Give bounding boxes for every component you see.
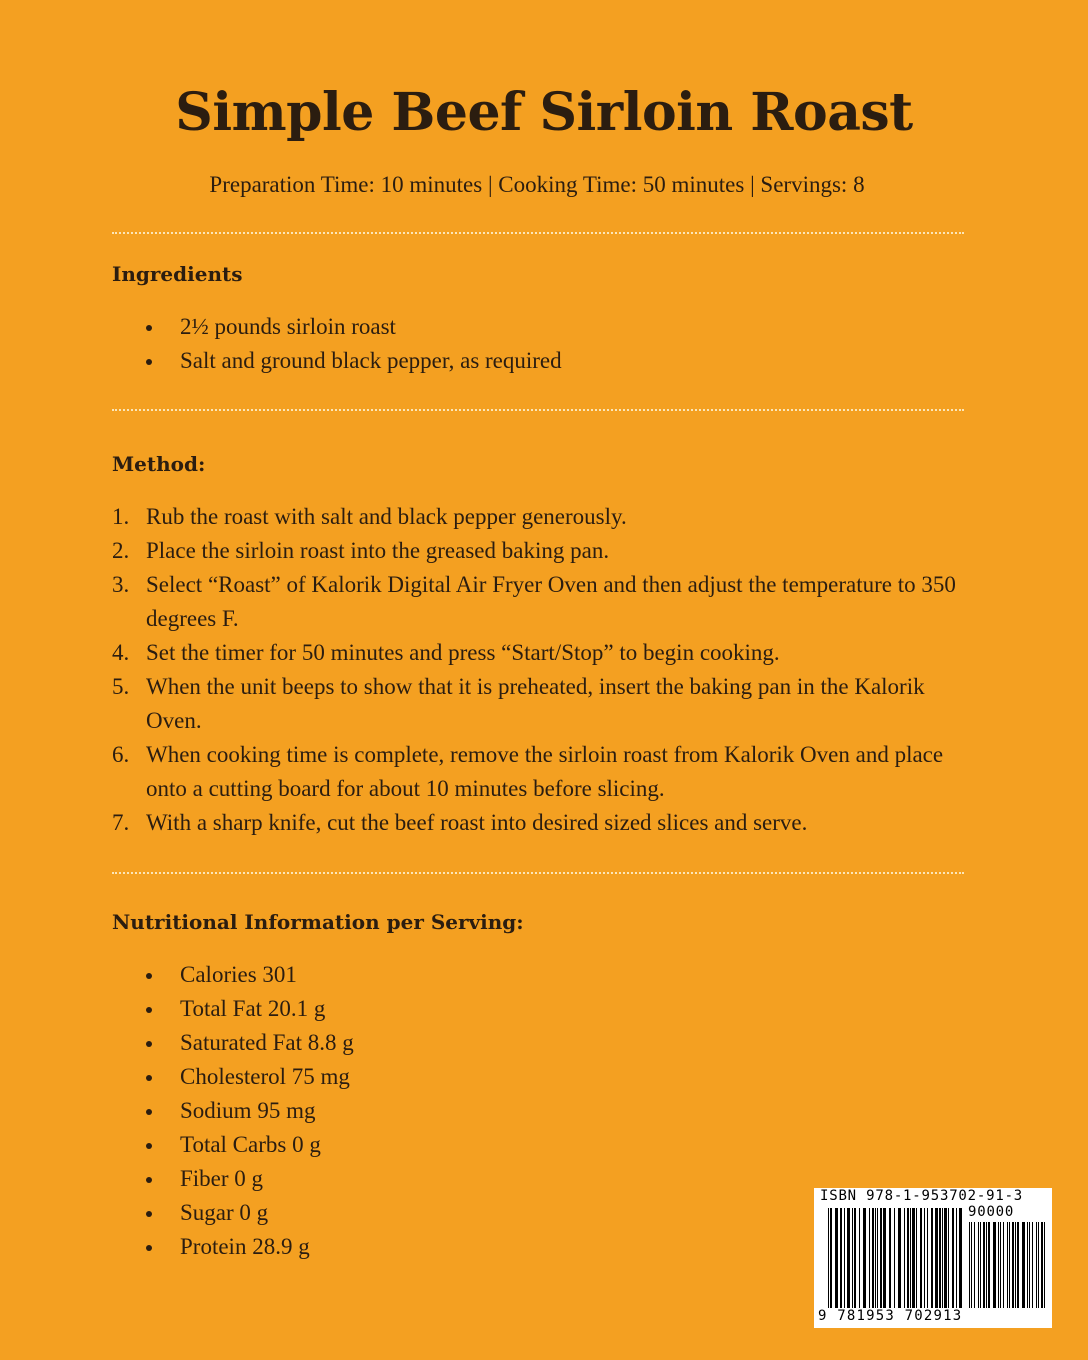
barcode-bar — [1029, 1222, 1030, 1308]
step-number: 4. — [112, 640, 130, 665]
step-text: When cooking time is complete, remove the sirloin roast from Kalorik Oven and place onto a cutting board for about 10 minutes before slicing. — [146, 742, 944, 801]
barcode-bar — [912, 1208, 915, 1308]
step-text: With a sharp knife, cut the beef roast into desired sized slices and serve. — [146, 810, 808, 835]
barcode-bar — [883, 1208, 886, 1308]
nutrition-text: Protein 28.9 g — [180, 1234, 310, 1259]
method-step — [112, 636, 962, 670]
barcode-bar — [993, 1222, 996, 1308]
barcode-bar — [852, 1208, 853, 1308]
method-step — [112, 806, 962, 840]
barcode-bar — [1017, 1222, 1019, 1308]
nutrition-item — [146, 1230, 354, 1264]
bullet-icon — [146, 1177, 152, 1183]
barcode-bar — [828, 1208, 829, 1308]
barcode-bar — [904, 1208, 905, 1308]
barcode-bar — [859, 1208, 860, 1308]
barcode-bar — [1041, 1222, 1043, 1308]
ingredient-text: 2½ pounds sirloin roast — [180, 314, 396, 339]
barcode-bar — [1022, 1222, 1025, 1308]
ean-digits: 9 781953 702913 — [818, 1308, 963, 1324]
isbn-label: ISBN 978-1-953702-91-3 — [820, 1188, 1024, 1204]
bullet-icon — [146, 973, 152, 979]
barcode-bar — [1009, 1222, 1010, 1308]
barcode-bars — [828, 1208, 964, 1308]
bullet-icon — [146, 1041, 152, 1047]
barcode-bar — [835, 1208, 838, 1308]
barcode-bar — [916, 1208, 917, 1308]
ingredient-item — [146, 344, 562, 378]
ingredient-item — [146, 310, 562, 344]
barcode-bar — [910, 1208, 911, 1308]
nutrition-item — [146, 1128, 354, 1162]
barcode-bar — [1027, 1222, 1028, 1308]
barcode-bar — [956, 1208, 957, 1308]
barcode-addon-bars — [969, 1222, 1047, 1308]
barcode-bar — [998, 1222, 999, 1308]
barcode-bar — [847, 1208, 850, 1308]
barcode-bar — [830, 1208, 832, 1308]
barcode-bar — [942, 1208, 943, 1308]
barcode-bar — [875, 1208, 876, 1308]
method-step — [112, 568, 962, 636]
nutrition-text: Sugar 0 g — [180, 1200, 269, 1225]
barcode-bar — [931, 1208, 933, 1308]
nutrition-item — [146, 1162, 354, 1196]
step-text: Select “Roast” of Kalorik Digital Air Fryer Oven and then adjust the temperature to 350 degrees F. — [146, 572, 956, 631]
barcode-bar — [877, 1208, 878, 1308]
ingredients-heading: Ingredients — [112, 262, 243, 286]
barcode-bar — [894, 1208, 895, 1308]
nutrition-text: Sodium 95 mg — [180, 1098, 316, 1123]
barcode-bar — [898, 1208, 901, 1308]
nutrition-item — [146, 958, 354, 992]
divider — [112, 872, 964, 874]
barcode-bar — [986, 1222, 987, 1308]
method-step — [112, 500, 962, 534]
nutrition-text: Total Fat 20.1 g — [180, 996, 326, 1021]
barcode-bar — [1007, 1222, 1008, 1308]
bullet-icon — [146, 1211, 152, 1217]
ingredient-text: Salt and ground black pepper, as required — [180, 348, 562, 373]
method-step — [112, 534, 962, 568]
nutrition-heading: Nutritional Information per Serving: — [112, 910, 524, 934]
nutrition-item — [146, 1026, 354, 1060]
barcode-bar — [1000, 1222, 1001, 1308]
barcode-bar — [974, 1222, 975, 1308]
barcode-bar — [880, 1208, 882, 1308]
nutrition-item — [146, 1060, 354, 1094]
step-number: 6. — [112, 742, 130, 767]
barcode-bar — [1036, 1222, 1037, 1308]
step-text: Rub the roast with salt and black pepper generously. — [146, 504, 627, 529]
nutrition-text: Fiber 0 g — [180, 1166, 264, 1191]
barcode-bar — [952, 1208, 954, 1308]
bullet-icon — [146, 1109, 152, 1115]
isbn-barcode — [814, 1188, 1052, 1328]
method-step — [112, 670, 962, 738]
barcode-bar — [971, 1222, 972, 1308]
barcode-bar — [1032, 1222, 1033, 1308]
nutrition-text: Calories 301 — [180, 962, 297, 987]
nutrition-text: Total Carbs 0 g — [180, 1132, 321, 1157]
nutrition-item — [146, 992, 354, 1026]
barcode-bar — [869, 1208, 870, 1308]
nutrition-text: Saturated Fat 8.8 g — [180, 1030, 354, 1055]
recipe-meta: Preparation Time: 10 minutes | Cooking Time: 50 minutes | Servings: 8 — [209, 172, 865, 197]
bullet-icon — [146, 1075, 152, 1081]
barcode-bar — [1012, 1222, 1014, 1308]
barcode-bar — [969, 1222, 970, 1308]
barcode-bar — [920, 1208, 922, 1308]
step-text: When the unit beeps to show that it is preheated, insert the baking pan in the Kalorik Oven. — [146, 674, 925, 733]
nutrition-text: Cholesterol 75 mg — [180, 1064, 350, 1089]
barcode-bar — [927, 1208, 928, 1308]
step-number: 3. — [112, 572, 130, 597]
method-step — [112, 738, 962, 806]
step-text: Place the sirloin roast into the greased baking pan. — [146, 538, 610, 563]
bullet-icon — [146, 1007, 152, 1013]
barcode-bar — [1038, 1222, 1039, 1308]
barcode-bar — [978, 1222, 979, 1308]
bullet-icon — [146, 1143, 152, 1149]
divider — [112, 409, 964, 411]
step-number: 7. — [112, 810, 130, 835]
barcode-bar — [1044, 1222, 1045, 1308]
step-text: Set the timer for 50 minutes and press “Start/Stop” to begin cooking. — [146, 640, 780, 665]
barcode-bar — [935, 1208, 938, 1308]
nutrition-item — [146, 1094, 354, 1128]
barcode-bar — [980, 1222, 981, 1308]
barcode-bar — [939, 1208, 941, 1308]
bullet-icon — [146, 1245, 152, 1251]
barcode-bar — [863, 1208, 866, 1308]
barcode-bar — [983, 1222, 985, 1308]
barcode-bar — [889, 1208, 891, 1308]
barcode-bar — [1003, 1222, 1004, 1308]
barcode-bar — [844, 1208, 845, 1308]
barcode-bar — [872, 1208, 874, 1308]
barcode-bar — [840, 1208, 842, 1308]
step-number: 2. — [112, 538, 130, 563]
barcode-bar — [948, 1208, 949, 1308]
barcode-bar — [854, 1208, 856, 1308]
barcode-bar — [944, 1208, 947, 1308]
barcode-bar — [924, 1208, 925, 1308]
bullet-icon — [146, 359, 152, 365]
bullet-icon — [146, 325, 152, 331]
ingredients-list — [146, 310, 562, 378]
divider — [112, 232, 964, 234]
barcode-bar — [959, 1208, 962, 1308]
nutrition-list — [146, 958, 354, 1264]
barcode-bar — [907, 1208, 909, 1308]
method-heading: Method: — [112, 452, 206, 476]
nutrition-item — [146, 1196, 354, 1230]
recipe-title: Simple Beef Sirloin Roast — [175, 82, 913, 143]
barcode-addon-number: 90000 — [968, 1204, 1015, 1220]
step-number: 5. — [112, 674, 130, 699]
method-list — [112, 500, 962, 840]
barcode-bar — [1015, 1222, 1016, 1308]
barcode-bar — [988, 1222, 990, 1308]
step-number: 1. — [112, 504, 130, 529]
